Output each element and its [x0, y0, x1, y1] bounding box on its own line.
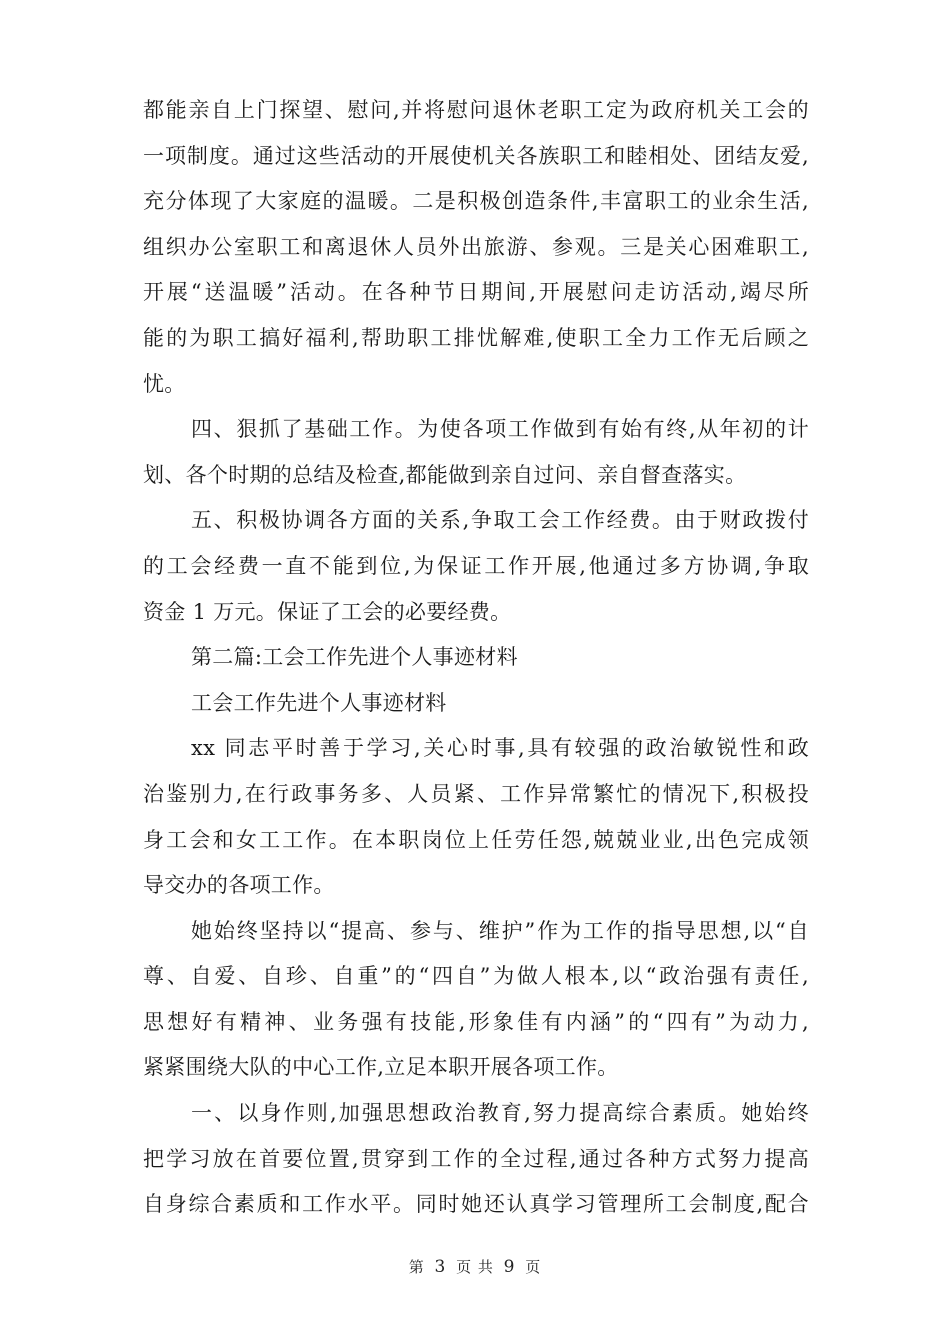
text-line: 治鉴别力,在行政事务多、人员紧、工作异常繁忙的情况下,积极投: [143, 781, 809, 806]
paragraph-start: 五、积极协调各方面的关系,争取工会工作经费。由于财政拨付: [191, 508, 809, 533]
footer-prefix: 第: [408, 1258, 425, 1276]
text-line: 身工会和女工工作。在本职岗位上任劳任怨,兢兢业业,出色完成领: [143, 827, 809, 852]
total-page-number: 9: [503, 1257, 516, 1277]
text-line: 尊、自爱、自珍、自重”的“四自”为做人根本,以“政治强有责任,: [143, 964, 809, 989]
current-page-number: 3: [434, 1257, 447, 1277]
paragraph-start: 一、以身作则,加强思想政治教育,努力提高综合素质。她始终: [191, 1101, 809, 1126]
text-line: 紧紧围绕大队的中心工作,立足本职开展各项工作。: [143, 1055, 619, 1080]
document-title: 工会工作先进个人事迹材料: [191, 690, 447, 715]
text-line: 资金 1 万元。保证了工会的必要经费。: [143, 599, 512, 624]
text-line: 把学习放在首要位置,贯穿到工作的全过程,通过各种方式努力提高: [143, 1146, 809, 1171]
text-line: 自身综合素质和工作水平。同时她还认真学习管理所工会制度,配合: [143, 1192, 809, 1217]
text-line: 划、各个时期的总结及检查,都能做到亲自过问、亲自督查落实。: [143, 462, 747, 487]
text-line: 组织办公室职工和离退休人员外出旅游、参观。三是关心困难职工,: [143, 234, 809, 259]
text-line: 忧。: [143, 371, 186, 396]
paragraph-start: xx 同志平时善于学习,关心时事,具有较强的政治敏锐性和政: [191, 736, 809, 761]
text-line: 能的为职工搞好福利,帮助职工排忧解难,使职工全力工作无后顾之: [143, 325, 809, 350]
section-heading: 第二篇:工会工作先进个人事迹材料: [191, 645, 518, 670]
text-line: 充分体现了大家庭的温暖。二是积极创造条件,丰富职工的业余生活,: [143, 189, 809, 214]
text-line: 一项制度。通过这些活动的开展使机关各族职工和睦相处、团结友爱,: [143, 143, 809, 168]
text-line: 思想好有精神、业务强有技能,形象佳有内涵”的“四有”为动力,: [143, 1009, 809, 1034]
page-footer: [0, 1256, 950, 1277]
text-line: 都能亲自上门探望、慰问,并将慰问退休老职工定为政府机关工会的: [143, 98, 809, 122]
text-line: 导交办的各项工作。: [143, 873, 335, 898]
text-line: 开展“送温暖”活动。在各种节日期间,开展慰问走访活动,竭尽所: [143, 280, 809, 305]
paragraph-start: 四、狠抓了基础工作。为使各项工作做到有始有终,从年初的计: [191, 417, 809, 442]
paragraph-start: 她始终坚持以“提高、参与、维护”作为工作的指导思想,以“自: [191, 918, 809, 943]
body-text: [143, 88, 809, 1228]
text-line: 的工会经费一直不能到位,为保证工作开展,他通过多方协调,争取: [143, 553, 809, 578]
footer-suffix: 页: [525, 1258, 542, 1276]
footer-middle: 页 共: [456, 1258, 494, 1276]
